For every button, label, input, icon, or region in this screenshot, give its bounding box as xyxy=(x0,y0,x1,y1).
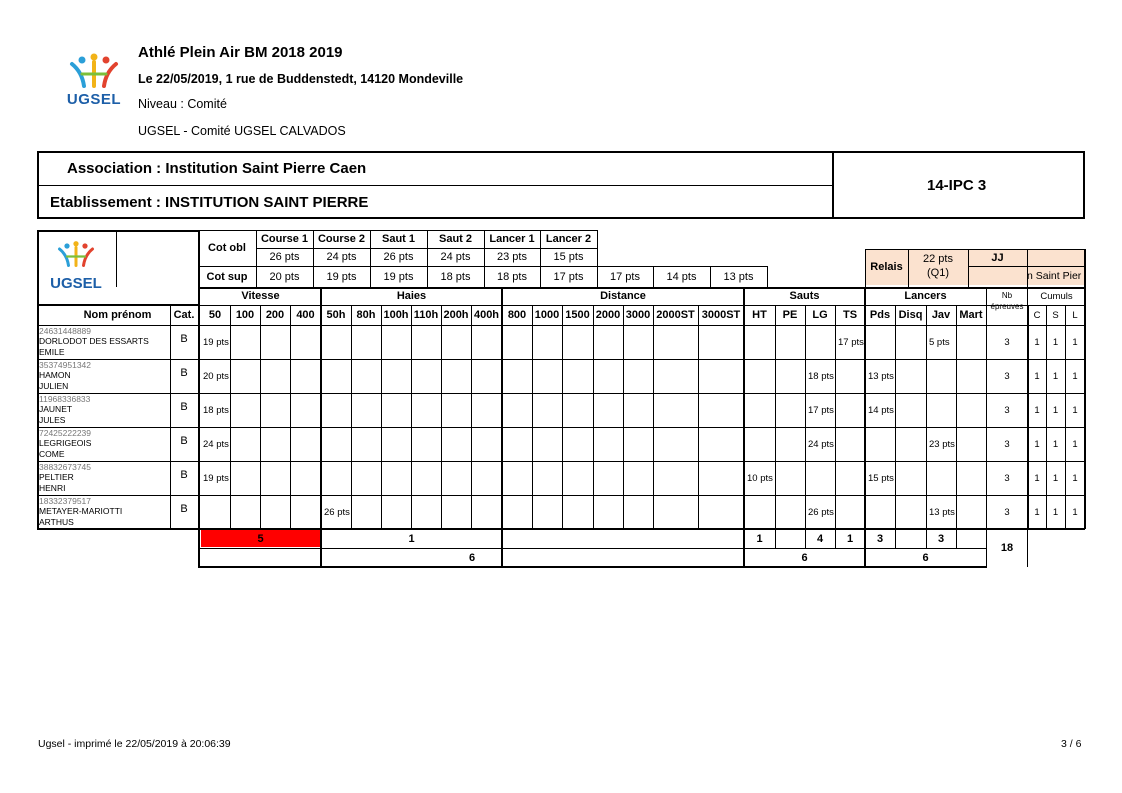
athlete-cumul-l: 1 xyxy=(1072,404,1078,416)
athlete-name xyxy=(39,370,71,392)
footer-page-number: 3 / 6 xyxy=(1061,738,1082,750)
event-header: 1500 xyxy=(565,309,590,321)
athlete-event-points: 5 pts xyxy=(929,336,950,348)
athlete-event-points: 15 pts xyxy=(868,472,894,484)
ugsel-logo-small-icon xyxy=(44,240,108,270)
athlete-cumul-s: 1 xyxy=(1052,506,1059,518)
race-obl-pts: 26 pts xyxy=(269,251,300,263)
race-sup-pts: 18 pts xyxy=(497,270,527,283)
athlete-event-points: 26 pts xyxy=(324,506,350,518)
cumul-col-header: S xyxy=(1052,309,1059,321)
athlete-last-name: PELTIER xyxy=(39,472,74,482)
association-name: Association : Institution Saint Pierre Caen xyxy=(67,160,367,177)
athlete-event-points: 20 pts xyxy=(203,370,229,382)
athlete-last-name: HAMON xyxy=(39,370,71,380)
total-ht: 1 xyxy=(756,532,763,545)
athlete-category: B xyxy=(180,435,188,447)
athlete-name xyxy=(39,404,72,426)
jj-label: JJ xyxy=(991,252,1004,264)
grid-line xyxy=(116,230,117,287)
event-header: 200h xyxy=(443,309,469,321)
event-header: TS xyxy=(842,309,858,321)
race-sup-pts: 19 pts xyxy=(383,270,414,283)
athlete-event-points: 24 pts xyxy=(808,438,834,450)
athlete-cumul-c: 1 xyxy=(1034,370,1040,382)
athlete-event-points: 19 pts xyxy=(203,336,229,348)
athlete-event-points: 14 pts xyxy=(868,404,894,416)
event-header: 2000ST xyxy=(656,309,695,321)
race-header: Saut 2 xyxy=(438,233,472,245)
event-header: 100 xyxy=(235,309,255,321)
race-obl-pts: 24 pts xyxy=(440,251,471,263)
total-sauts-group: 6 xyxy=(801,551,808,564)
grand-total: 18 xyxy=(1000,542,1014,554)
event-header: 50 xyxy=(208,309,222,321)
athlete-cumul-s: 1 xyxy=(1052,438,1059,450)
race-sup-pts: 19 pts xyxy=(326,270,357,283)
grid-line xyxy=(1027,529,1028,567)
race-obl-pts: 26 pts xyxy=(383,251,414,263)
athlete-category: B xyxy=(180,469,188,481)
grid-line xyxy=(895,529,896,548)
cat-header: Cat. xyxy=(173,309,195,321)
athlete-event-points: 10 pts xyxy=(747,472,773,484)
relais-team-overflow: n Saint Pier xyxy=(1027,269,1082,282)
athlete-nb-epreuves: 3 xyxy=(1004,336,1010,348)
total-haies: 1 xyxy=(408,532,415,545)
athlete-name xyxy=(39,472,74,494)
event-header: Pds xyxy=(869,309,891,321)
grid-line xyxy=(37,230,199,232)
relais-points: 22 pts xyxy=(923,253,953,265)
athlete-event-points: 13 pts xyxy=(929,506,955,518)
athlete-last-name: DORLODOT DES ESSARTS xyxy=(39,336,149,346)
athlete-cumul-s: 1 xyxy=(1052,370,1059,382)
event-header: LG xyxy=(812,309,828,321)
event-header: 50h xyxy=(326,309,346,321)
relais-qualification: (Q1) xyxy=(927,267,949,279)
athlete-first-name: EMILE xyxy=(39,347,65,357)
race-obl-pts: 24 pts xyxy=(326,251,357,263)
race-sup-pts: 17 pts xyxy=(553,270,584,283)
extra-sup-pts: 14 pts xyxy=(666,270,697,283)
total-jav: 3 xyxy=(937,532,945,545)
athlete-licence-id: 24631448889 xyxy=(39,326,92,336)
race-header: Saut 1 xyxy=(381,233,415,245)
event-header: 3000 xyxy=(625,309,651,321)
athlete-nb-epreuves: 3 xyxy=(1004,370,1010,382)
grid-line xyxy=(1084,249,1086,287)
logo-wordmark-small: UGSEL xyxy=(50,275,102,292)
event-header: Jav xyxy=(931,309,951,321)
grid-line xyxy=(775,529,776,548)
athlete-event-points: 18 pts xyxy=(808,370,834,382)
athlete-cumul-l: 1 xyxy=(1072,506,1078,518)
athlete-name xyxy=(39,506,122,528)
athlete-licence-id: 38832673745 xyxy=(39,462,92,472)
race-header: Course 1 xyxy=(260,233,309,245)
total-course-group: 6 xyxy=(468,551,476,564)
meeting-date-place: Le 22/05/2019, 1 rue de Buddenstedt, 14120 Mondeville xyxy=(138,72,464,86)
athlete-first-name: JULES xyxy=(39,415,66,425)
athlete-licence-id: 72425222239 xyxy=(39,428,92,438)
athlete-cumul-l: 1 xyxy=(1072,336,1078,348)
athlete-cumul-c: 1 xyxy=(1034,404,1040,416)
athlete-licence-id: 11968336833 xyxy=(39,394,91,404)
logo-wordmark: UGSEL xyxy=(66,91,122,108)
event-header: 200 xyxy=(265,309,285,321)
grid-line xyxy=(37,461,1085,462)
event-header: PE xyxy=(782,309,798,321)
athlete-first-name: JULIEN xyxy=(39,381,69,391)
event-header: 400h xyxy=(473,309,500,321)
race-sup-pts: 18 pts xyxy=(440,270,471,283)
event-header: HT xyxy=(752,309,767,321)
group-vitesse: Vitesse xyxy=(241,290,280,302)
event-header: Disq xyxy=(898,309,923,321)
group-distance: Distance xyxy=(600,290,646,302)
extra-sup-pts: 13 pts xyxy=(723,270,754,283)
athlete-nb-epreuves: 3 xyxy=(1004,404,1010,416)
nb-epreuves-label: épreuves xyxy=(990,302,1024,311)
athlete-licence-id: 18332379517 xyxy=(39,496,92,506)
athlete-category: B xyxy=(180,401,188,413)
group-lancers: Lancers xyxy=(904,290,947,302)
cot-obl-label: Cot obl xyxy=(208,242,246,254)
athlete-event-points: 24 pts xyxy=(203,438,229,450)
team-code: 14-IPC 3 xyxy=(927,177,987,194)
athlete-nb-epreuves: 3 xyxy=(1004,506,1010,518)
event-header: 3000ST xyxy=(701,309,741,321)
race-sup-pts: 20 pts xyxy=(269,270,300,283)
nb-epreuves-label: Nb xyxy=(1001,291,1013,300)
athlete-event-points: 17 pts xyxy=(808,404,834,416)
group-sauts: Sauts xyxy=(789,290,820,302)
footer-printed: Ugsel - imprimé le 22/05/2019 à 20:06:39 xyxy=(38,738,231,750)
relais-label: Relais xyxy=(870,261,903,273)
athlete-last-name: LEGRIGEOIS xyxy=(39,438,92,448)
total-lg: 4 xyxy=(816,532,824,545)
cumuls-label: Cumuls xyxy=(1040,290,1073,302)
race-header: Lancer 2 xyxy=(545,233,592,245)
athlete-nb-epreuves: 3 xyxy=(1004,472,1010,484)
race-obl-pts: 23 pts xyxy=(497,251,527,263)
nom-prenom-header: Nom prénom xyxy=(83,309,152,321)
event-header: 800 xyxy=(507,309,527,321)
athlete-name xyxy=(39,438,91,460)
athlete-cumul-c: 1 xyxy=(1034,336,1040,348)
athlete-nb-epreuves: 3 xyxy=(1004,438,1010,450)
athlete-category: B xyxy=(180,367,188,379)
race-header: Lancer 1 xyxy=(489,233,535,245)
athlete-cumul-s: 1 xyxy=(1052,336,1059,348)
athlete-last-name: JAUNET xyxy=(39,404,73,414)
group-haies: Haies xyxy=(396,290,427,302)
athlete-cumul-c: 1 xyxy=(1034,438,1040,450)
athlete-event-points: 17 pts xyxy=(838,336,864,348)
athlete-name xyxy=(39,336,149,358)
extra-sup-pts: 17 pts xyxy=(610,270,640,283)
athlete-first-name: COME xyxy=(39,449,65,459)
committee-label: UGSEL - Comité UGSEL CALVADOS xyxy=(138,124,346,138)
event-header: 400 xyxy=(296,309,315,321)
athlete-cumul-s: 1 xyxy=(1052,404,1059,416)
etablissement-name: Etablissement : INSTITUTION SAINT PIERRE xyxy=(50,194,369,211)
ugsel-logo-small xyxy=(44,240,108,292)
race-obl-pts: 15 pts xyxy=(553,251,584,263)
athlete-first-name: HENRI xyxy=(39,483,66,493)
athlete-cumul-l: 1 xyxy=(1072,370,1078,382)
athlete-event-points: 19 pts xyxy=(203,472,229,484)
athlete-cumul-s: 1 xyxy=(1052,472,1059,484)
total-lancers-group: 6 xyxy=(922,551,929,564)
cumul-col-header: C xyxy=(1033,309,1041,321)
athlete-event-points: 23 pts xyxy=(929,438,955,450)
page-title: Athlé Plein Air BM 2018 2019 xyxy=(138,44,343,61)
athlete-cumul-c: 1 xyxy=(1034,472,1040,484)
athlete-category: B xyxy=(180,503,188,515)
athlete-last-name: METAYER-MARIOTTI xyxy=(39,506,123,516)
event-header: Mart xyxy=(959,309,983,321)
athlete-event-points: 13 pts xyxy=(868,370,894,382)
cot-sup-label: Cot sup xyxy=(206,270,248,283)
athlete-cumul-c: 1 xyxy=(1034,506,1040,518)
grid-line xyxy=(37,393,1085,394)
total-vitesse: 5 xyxy=(257,532,264,545)
grid-line xyxy=(956,529,957,548)
cumul-col-header: L xyxy=(1072,309,1078,321)
event-header: 1000 xyxy=(534,309,560,321)
athlete-event-points: 18 pts xyxy=(203,404,229,416)
grid-line xyxy=(37,359,1085,360)
athlete-cumul-l: 1 xyxy=(1072,472,1078,484)
athlete-cumul-l: 1 xyxy=(1072,438,1078,450)
total-pds: 3 xyxy=(876,532,884,545)
event-header: 80h xyxy=(356,309,376,321)
event-header: 110h xyxy=(413,309,439,321)
athlete-licence-id: 35374951342 xyxy=(39,360,92,370)
event-header: 100h xyxy=(383,309,409,321)
total-ts: 1 xyxy=(846,532,854,545)
grid-line xyxy=(767,266,768,287)
athlete-first-name: ARTHUS xyxy=(39,517,74,527)
athlete-category: B xyxy=(180,333,188,345)
level-label: Niveau : Comité xyxy=(138,97,227,111)
race-header: Course 2 xyxy=(317,233,366,245)
athlete-event-points: 26 pts xyxy=(808,506,834,518)
event-header: 2000 xyxy=(595,309,621,321)
